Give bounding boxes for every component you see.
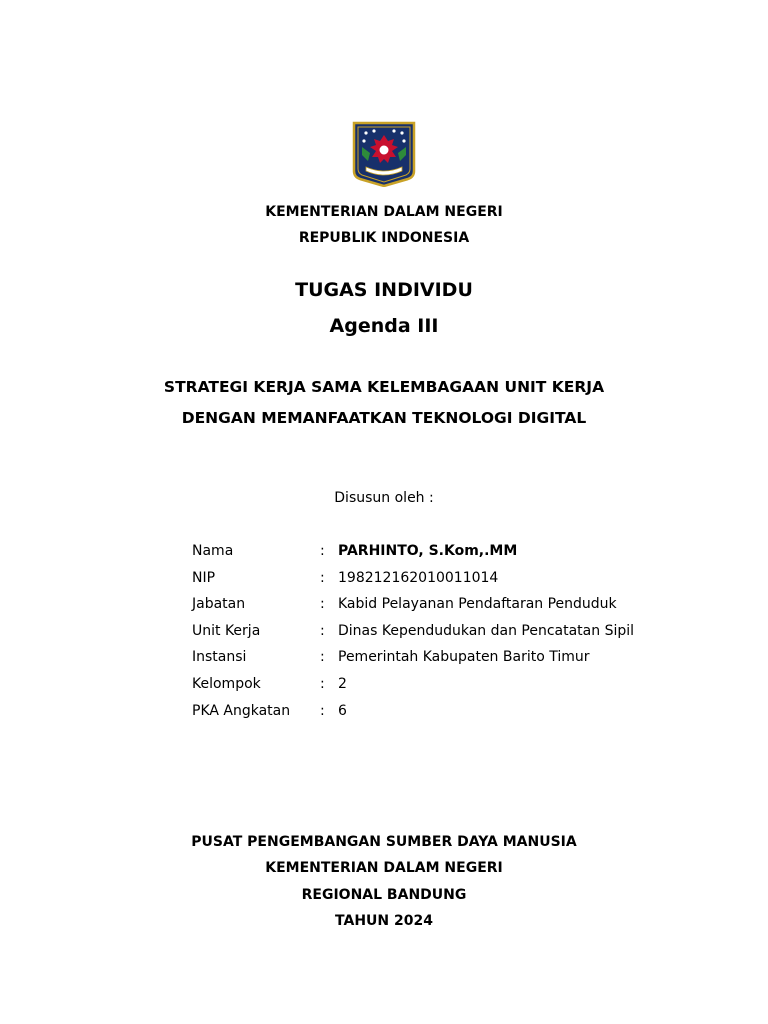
- info-label: Nama: [192, 543, 234, 559]
- info-separator: :: [320, 543, 325, 559]
- info-separator: :: [320, 622, 325, 639]
- info-label: NIP: [192, 569, 216, 586]
- country-name: REPUBLIK INDONESIA: [298, 230, 470, 246]
- footer-line-1: PUSAT PENGEMBANGAN SUMBER DAYA MANUSIA: [191, 834, 577, 850]
- info-value: Pemerintah Kabupaten Barito Timur: [338, 649, 590, 666]
- title-line-2: DENGAN MEMANFAATKAN TEKNOLOGI DIGITAL: [181, 409, 587, 427]
- document-title: [0, 372, 768, 434]
- footer-year: TAHUN 2024: [335, 912, 433, 929]
- ministry-name: KEMENTERIAN DALAM NEGERI: [265, 204, 503, 220]
- info-separator: :: [320, 649, 325, 666]
- agenda-label: Agenda III: [329, 315, 439, 337]
- info-value: 6: [338, 702, 347, 719]
- info-value: Kabid Pelayanan Pendaftaran Penduduk: [338, 596, 617, 613]
- title-line-1: STRATEGI KERJA SAMA KELEMBAGAAN UNIT KERJA: [163, 378, 605, 396]
- info-label: Unit Kerja: [192, 622, 261, 639]
- info-value: Dinas Kependudukan dan Pencatatan Sipil: [338, 622, 635, 639]
- info-label: Jabatan: [192, 596, 246, 613]
- info-separator: :: [320, 569, 325, 586]
- info-label: Instansi: [192, 649, 247, 666]
- prepared-by-label: Disusun oleh :: [334, 490, 434, 506]
- document-type: TUGAS INDIVIDU: [295, 279, 473, 301]
- info-label: Kelompok: [192, 675, 261, 692]
- info-value: PARHINTO, S.Kom,.MM: [338, 543, 518, 559]
- info-separator: :: [320, 675, 325, 692]
- info-label: PKA Angkatan: [192, 702, 291, 719]
- footer-line-3: REGIONAL BANDUNG: [301, 886, 467, 903]
- info-separator: :: [320, 702, 325, 719]
- institution-footer: [0, 829, 768, 934]
- info-separator: :: [320, 596, 325, 613]
- ministry-header: [0, 199, 768, 251]
- garuda-emblem-icon: [352, 121, 416, 187]
- info-value: 2: [338, 675, 347, 692]
- footer-line-2: KEMENTERIAN DALAM NEGERI: [265, 860, 503, 877]
- info-value: 198212162010011014: [338, 569, 499, 586]
